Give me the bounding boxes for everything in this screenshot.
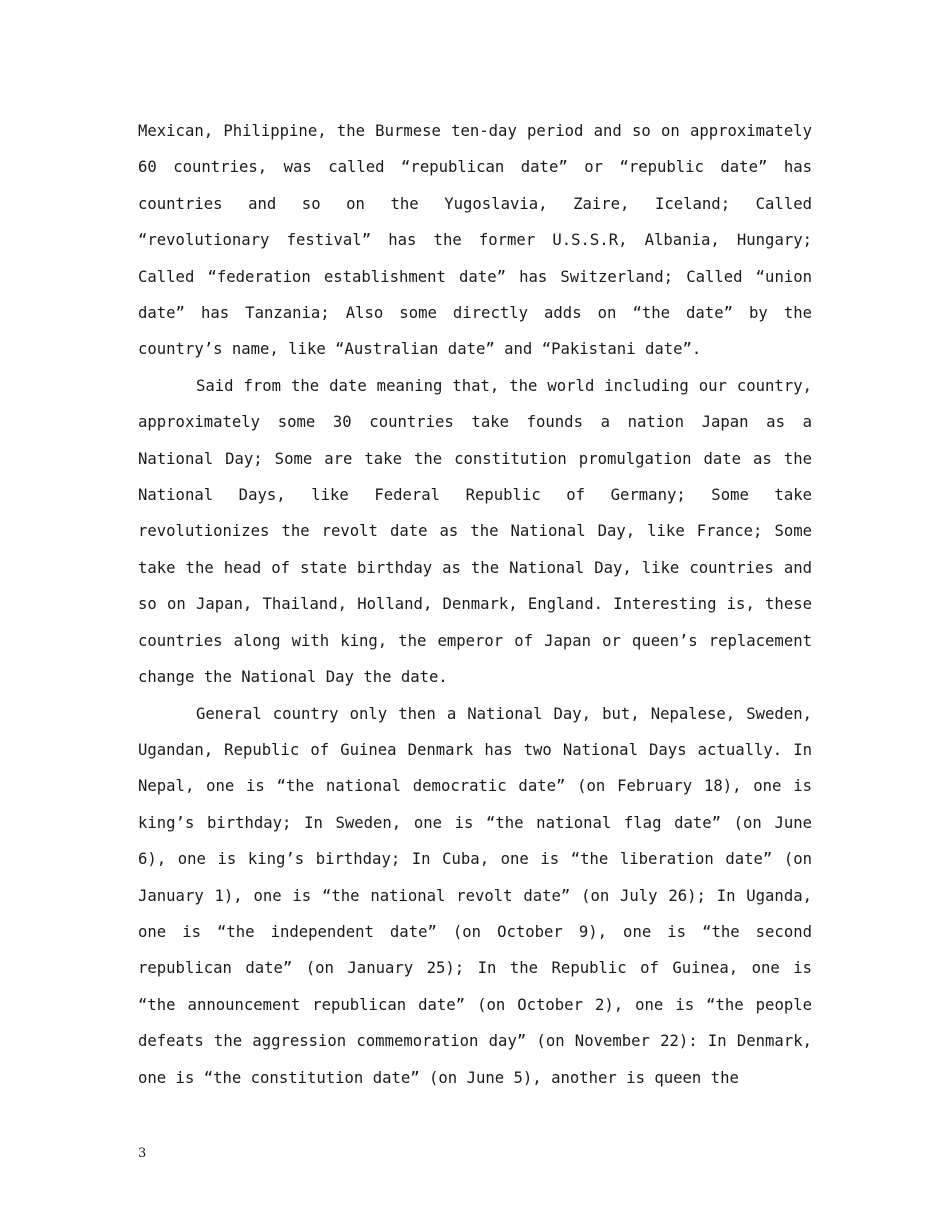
page-number: 3 xyxy=(138,1146,147,1161)
paragraph-two-national-days: General country only then a National Day, but, Nepalese, Sweden, Ugandan, Republic of Guinea Denmark has two National Days actually. In Nepal, one is “the national democratic date” (on February 18), one is king’s birthday; In Sweden, one is “the national flag date” (on June 6), one is king’s birthday; In Cuba, one is “the liberation date” (on January 1), one is “the national revolt date” (on July 26); In Uganda, one is “the independent date” (on October 9), one is “the second republican date” (on January 25); In the Republic of Guinea, one is “the announcement republican date” (on October 2), one is “the people defeats the aggression commemoration day” (on November 22): In Denmark, one is “the constitution date” (on June 5), another is queen the xyxy=(138,704,812,1087)
body-text xyxy=(138,113,812,1096)
paragraph-national-day-meaning: Said from the date meaning that, the world including our country, approximately some 30 countries take founds a nation Japan as a National Day; Some are take the constitution promulgation date as the National Days, like Federal Republic of Germany; Some take revolutionizes the revolt date as the National Day, like France; Some take the head of state birthday as the National Day, like countries and so on Japan, Thailand, Holland, Denmark, England. Interesting is, these countries along with king, the emperor of Japan or queen’s replacement change the National Day the date. xyxy=(138,376,812,687)
paragraph-continued: Mexican, Philippine, the Burmese ten-day period and so on approximately 60 countries, was called “republican date” or “republic date” has countries and so on the Yugoslavia, Zaire, Iceland; Called “revolutionary festival” has the former U.S.S.R, Albania, Hungary; Called “federation establishment date” has Switzerland; Called “union date” has Tanzania; Also some directly adds on “the date” by the country’s name, like “Australian date” and “Pakistani date”. xyxy=(138,122,812,359)
